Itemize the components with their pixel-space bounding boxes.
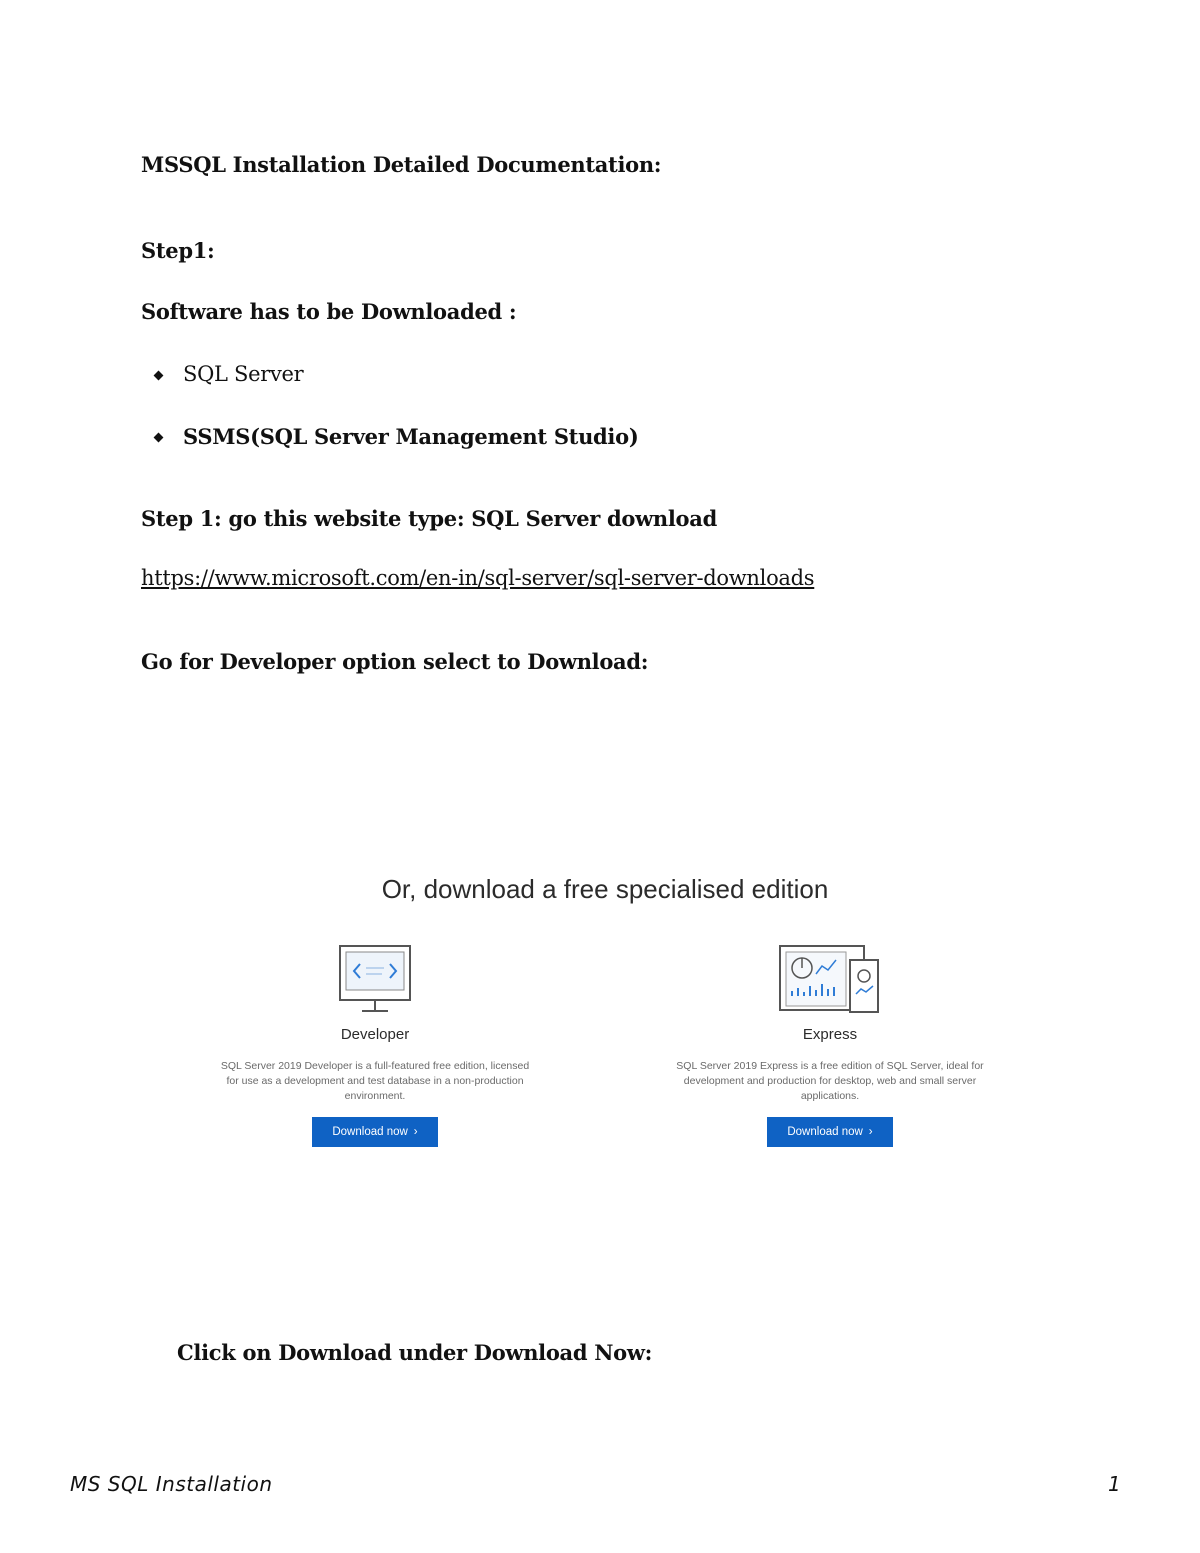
- software-heading: Software has to be Downloaded :: [141, 299, 517, 324]
- bullet-icon: [154, 433, 164, 443]
- chevron-right-icon: ›: [868, 1126, 873, 1138]
- edition-name-express: Express: [802, 1026, 858, 1043]
- express-edition-card: [660, 944, 1000, 1147]
- button-label: Download now: [332, 1126, 408, 1138]
- monitor-code-icon: [205, 944, 545, 1016]
- step1-instruction: Step 1: go this website type: SQL Server download: [141, 506, 717, 531]
- download-editions-screenshot: [200, 860, 1010, 1170]
- developer-instruction: Go for Developer option select to Download:: [141, 649, 649, 674]
- software-item-sql-server: SQL Server: [183, 362, 304, 386]
- edition-description-express: SQL Server 2019 Express is a free edition of SQL Server, ideal for development and production for desktop, web and small server applications.: [676, 1060, 984, 1102]
- editions-heading: Or, download a free specialised edition: [381, 874, 829, 904]
- developer-edition-card: [205, 944, 545, 1147]
- software-item-ssms: SSMS(SQL Server Management Studio): [183, 424, 639, 449]
- dashboard-devices-icon: [660, 944, 1000, 1016]
- express-download-now-button[interactable]: [767, 1117, 893, 1147]
- step1-heading: Step1:: [141, 238, 215, 263]
- bullet-icon: [154, 371, 164, 381]
- button-label: Download now: [787, 1126, 863, 1138]
- chevron-right-icon: ›: [413, 1126, 418, 1138]
- footer-document-name: MS SQL Installation: [70, 1472, 273, 1496]
- developer-download-now-button[interactable]: [312, 1117, 438, 1147]
- download-url-link[interactable]: https://www.microsoft.com/en-in/sql-server/sql-server-downloads: [141, 566, 815, 590]
- edition-description-developer: SQL Server 2019 Developer is a full-featured free edition, licensed for use as a development and test database in a non-production environment.: [220, 1060, 530, 1102]
- page-number: 1: [1108, 1472, 1121, 1496]
- click-instruction: Click on Download under Download Now:: [177, 1340, 653, 1365]
- document-title: MSSQL Installation Detailed Documentation:: [141, 152, 662, 177]
- edition-name-developer: Developer: [340, 1026, 410, 1043]
